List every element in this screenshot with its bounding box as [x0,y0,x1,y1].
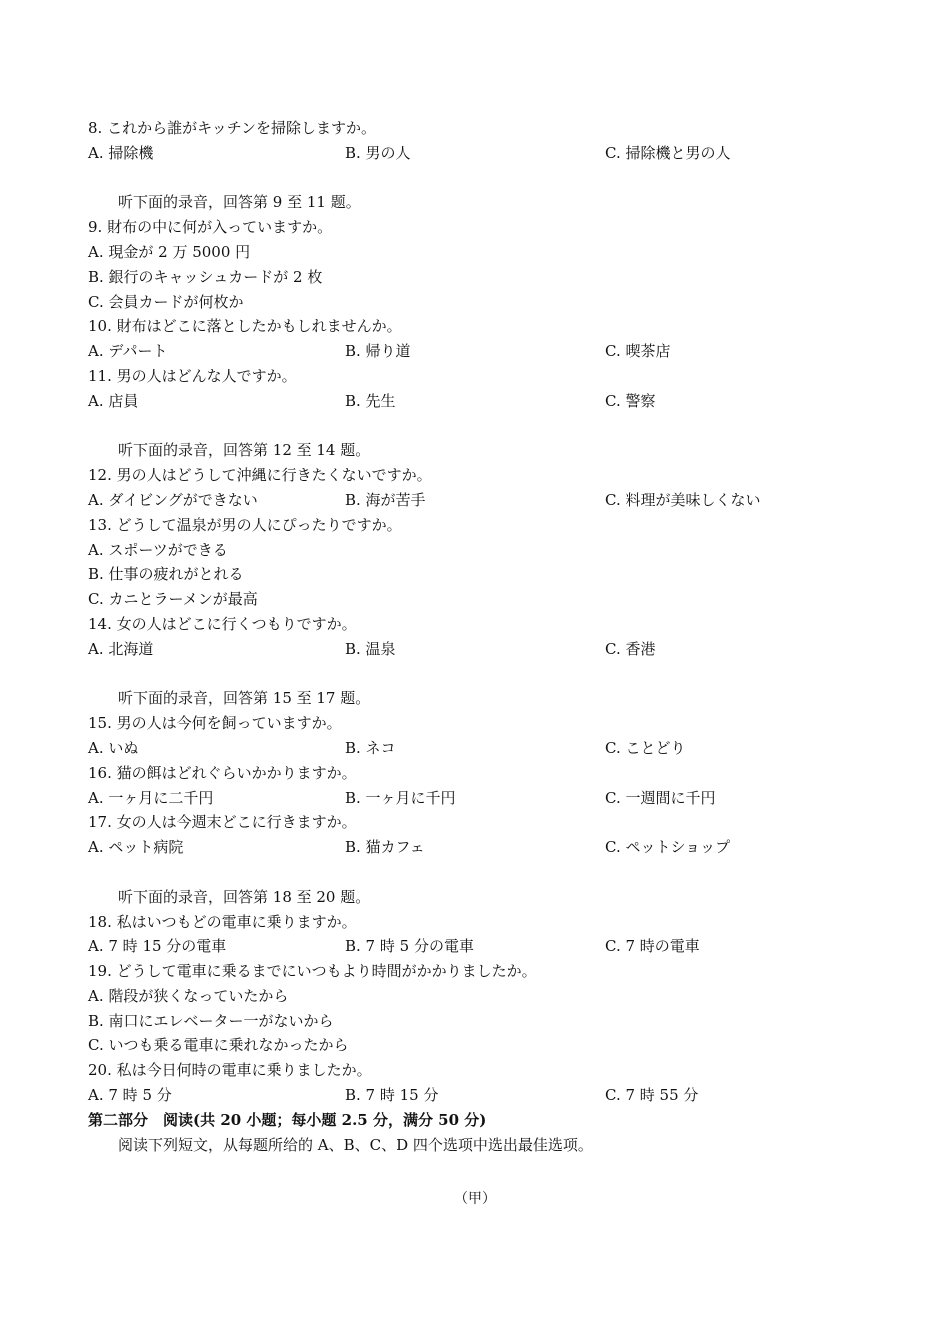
page-footer: （甲） [454,1191,496,1207]
option-c: C. 一週間に千円 [605,788,716,807]
option-c: C. 香港 [605,639,656,658]
option-c: C. 7 時 55 分 [605,1086,699,1105]
options-15 [88,736,868,761]
option-b: B. 一ヶ月に千円 [345,788,456,807]
option-a: A. ペット病院 [88,838,184,857]
question-8: 8. これから誰がキッチンを掃除しますか。 [88,119,377,137]
options-14 [88,637,868,662]
option-c: C. ペットショップ [605,838,731,857]
option-c: C. 喫茶店 [605,342,671,361]
question-17: 17. 女の人は今週末どこに行きますか。 [88,813,357,832]
instruction-18-20: 听下面的录音，回答第 18 至 20 题。 [118,887,371,906]
option-13b: B. 仕事の疲れがとれる [88,565,244,584]
option-b: B. 7 時 5 分の電車 [345,937,474,956]
part2-heading: 第二部分 阅读(共 20 小题；每小题 2.5 分，满分 50 分) [88,1110,487,1129]
spacer [88,414,868,439]
option-a: A. いぬ [88,738,139,757]
option-b: B. 猫カフェ [345,838,425,857]
question-16: 16. 猫の餌はどれぐらいかかりますか。 [88,763,357,782]
option-c: C. ことどり [605,738,686,757]
question-19: 19. どうして電車に乗るまでにいつもより時間がかかりましたか。 [88,962,537,981]
options-8 [88,141,868,166]
option-a: A. 一ヶ月に二千円 [88,788,214,807]
option-c: C. 掃除機と男の人 [605,143,731,162]
option-9b: B. 銀行のキャッシュカードが 2 枚 [88,267,323,286]
option-c: C. 7 時の電車 [605,937,700,956]
option-c: C. 料理が美味しくない [605,490,761,509]
option-b: B. 先生 [345,391,396,410]
spacer [88,662,868,687]
option-b: B. ネコ [345,738,396,757]
question-11: 11. 男の人はどんな人ですか。 [88,366,297,385]
option-c: C. 警察 [605,391,656,410]
question-15: 15. 男の人は今何を飼っていますか。 [88,714,342,733]
option-13c: C. カニとラーメンが最高 [88,590,258,609]
option-b: B. 温泉 [345,639,396,658]
option-a: A. ダイビングができない [88,490,258,509]
option-9a: A. 現金が 2 万 5000 円 [88,242,251,261]
option-b: B. 帰り道 [345,342,411,361]
option-19c: C. いつも乗る電車に乗れなかったから [88,1036,349,1055]
question-14: 14. 女の人はどこに行くつもりですか。 [88,614,357,633]
exam-page [88,116,868,1157]
instruction-15-17: 听下面的录音，回答第 15 至 17 题。 [118,689,371,708]
option-a: A. 7 時 5 分 [88,1086,172,1105]
question-20: 20. 私は今日何時の電車に乗りましたか。 [88,1061,372,1080]
instruction-9-11: 听下面的录音，回答第 9 至 11 题。 [118,193,361,212]
options-10 [88,339,868,364]
options-16 [88,786,868,811]
option-a: A. 店員 [88,391,139,410]
option-19a: A. 階段が狭くなっていたから [88,986,289,1005]
option-a: A. 北海道 [88,639,154,658]
option-b: B. 7 時 15 分 [345,1086,439,1105]
option-b: B. 男の人 [345,143,411,162]
option-19b: B. 南口にエレベーター一がないから [88,1011,334,1030]
option-a: A. 掃除機 [88,143,154,162]
spacer [88,166,868,191]
question-13: 13. どうして温泉が男の人にぴったりですか。 [88,515,402,534]
options-12 [88,488,868,513]
options-20 [88,1083,868,1108]
option-13a: A. スポーツができる [88,540,228,559]
option-a: A. デパート [88,342,168,361]
spacer [88,860,868,885]
part2-instruction: 阅读下列短文，从每题所给的 A、B、C、D 四个选项中选出最佳选项。 [118,1135,593,1154]
question-10: 10. 財布はどこに落としたかもしれませんか。 [88,317,402,336]
question-12: 12. 男の人はどうして沖縄に行きたくないですか。 [88,466,432,485]
options-11 [88,389,868,414]
question-9: 9. 財布の中に何が入っていますか。 [88,218,333,237]
option-9c: C. 会員カードが何枚か [88,292,244,311]
option-a: A. 7 時 15 分の電車 [88,937,227,956]
option-b: B. 海が苦手 [345,490,426,509]
options-17 [88,835,868,860]
options-18 [88,934,868,959]
question-18: 18. 私はいつもどの電車に乗りますか。 [88,912,357,931]
instruction-12-14: 听下面的录音，回答第 12 至 14 题。 [118,441,371,460]
